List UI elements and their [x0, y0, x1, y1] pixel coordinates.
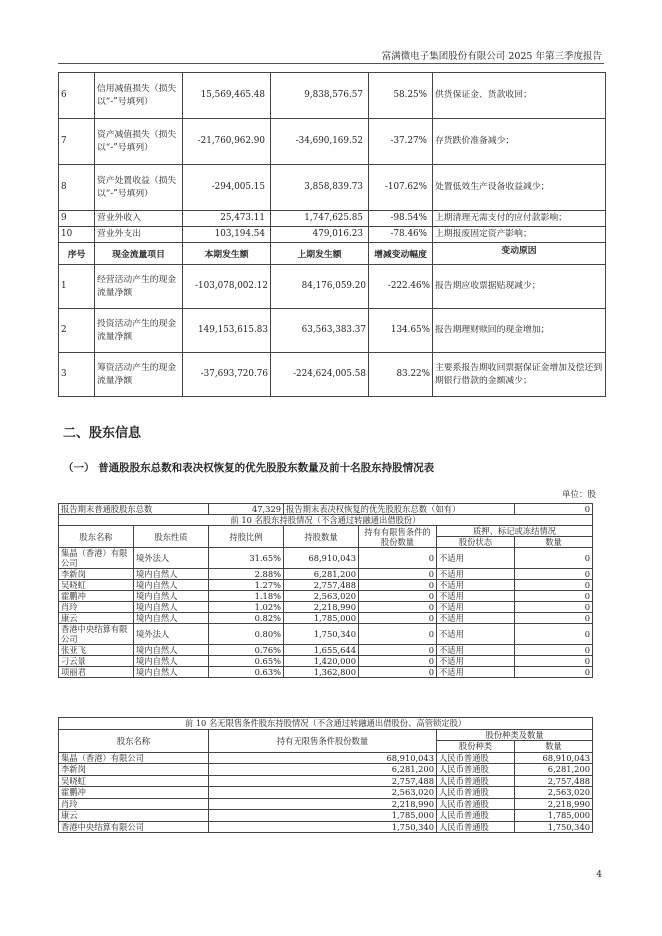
shareholder-restricted: 0: [359, 656, 437, 667]
row-current: 149,153,615.83: [183, 309, 271, 353]
shareholder-count: 0: [515, 656, 593, 667]
top10-caption-row: [59, 515, 593, 526]
row-current: 103,194.54: [183, 227, 271, 243]
unrestricted-row: [59, 798, 593, 810]
income-row: [59, 211, 606, 227]
shareholder-row: [59, 624, 593, 645]
shareholder-ratio: 0.76%: [209, 645, 284, 656]
shareholder-name: 吴晓虹: [59, 580, 134, 591]
header-restricted: 持有有限售条件的股份数量: [359, 526, 437, 548]
cashflow-row: [59, 265, 606, 309]
header-rule: [58, 63, 604, 64]
shareholder-ratio: 31.65%: [209, 548, 284, 569]
row-current: 15,569,465.48: [183, 73, 271, 119]
header-kind-group: 股份种类及数量: [437, 729, 593, 741]
header-prior: 上期发生额: [271, 243, 369, 265]
shareholder-restricted: 0: [359, 548, 437, 569]
header-unrestricted-qty: 持有无限售条件股份数量: [209, 729, 437, 752]
unrestricted-kind: 人民币普通股: [437, 775, 515, 787]
shareholder-status: 不适用: [437, 645, 515, 656]
preferred-shareholders-value: 0: [515, 504, 593, 515]
unrestricted-qty: 2,563,020: [209, 787, 437, 799]
unrestricted-row: [59, 787, 593, 799]
shareholder-restricted: 0: [359, 602, 437, 613]
shareholder-ratio: 0.82%: [209, 613, 284, 624]
header-current: 本期发生额: [183, 243, 271, 265]
shareholder-name: 集晶（香港）有限公司: [59, 548, 134, 569]
shareholder-row: [59, 548, 593, 569]
shareholder-name: 李新岗: [59, 569, 134, 580]
shareholder-row: [59, 667, 593, 678]
changes-table: [58, 72, 606, 397]
row-item: 经营活动产生的现金流量净额: [95, 265, 183, 309]
unrestricted-count: 2,757,488: [515, 775, 593, 787]
header-reason: 变动原因: [433, 243, 606, 265]
summary-row: [59, 504, 593, 515]
row-change: 58.25%: [369, 73, 433, 119]
row-reason: 上期清理无需支付的应付款影响；: [433, 211, 606, 227]
shareholder-ratio: 0.80%: [209, 624, 284, 645]
row-reason: 存货跌价准备减少；: [433, 119, 606, 165]
row-item: 筹资活动产生的现金流量净额: [95, 353, 183, 397]
preferred-shareholders-label: 报告期末表决权恢复的优先股股东总数（如有）: [284, 504, 515, 515]
shareholder-restricted: 0: [359, 624, 437, 645]
row-change: 83.22%: [369, 353, 433, 397]
row-no: 8: [59, 165, 95, 211]
top10-rows: [59, 548, 593, 678]
row-prior: -224,624,005.58: [271, 353, 369, 397]
row-prior: 84,176,059.20: [271, 265, 369, 309]
unrestricted-name: 吴晓虹: [59, 775, 209, 787]
row-no: 7: [59, 119, 95, 165]
unrestricted-kind: 人民币普通股: [437, 821, 515, 833]
shareholder-restricted: 0: [359, 645, 437, 656]
shareholder-count: 0: [515, 548, 593, 569]
row-prior: 3,858,839.73: [271, 165, 369, 211]
header-count: 数量: [515, 537, 593, 548]
shareholder-row: [59, 602, 593, 613]
top10-header-row: [59, 526, 593, 537]
unrestricted-count: 1,750,340: [515, 821, 593, 833]
row-item: 资产处置收益（损失以“-”号填列）: [95, 165, 183, 211]
row-current: 25,473.11: [183, 211, 271, 227]
header-item: 现金流量项目: [95, 243, 183, 265]
unrestricted-count: 6,281,200: [515, 764, 593, 776]
header-pledge: 质押、标记或冻结情况: [437, 526, 593, 537]
row-current: -294,005.15: [183, 165, 271, 211]
row-change: -98.54%: [369, 211, 433, 227]
row-prior: -34,690,169.52: [271, 119, 369, 165]
shareholder-name: 霍鹏冲: [59, 591, 134, 602]
row-current: -21,760,962.90: [183, 119, 271, 165]
row-no: 2: [59, 309, 95, 353]
row-item: 营业外收入: [95, 211, 183, 227]
shareholder-row: [59, 569, 593, 580]
shareholder-name: 刁云景: [59, 656, 134, 667]
document-header: 富满微电子集团股份有限公司 2025 年第三季度报告: [381, 51, 602, 62]
shareholder-qty: 1,785,000: [284, 613, 359, 624]
unrestricted-kind: 人民币普通股: [437, 787, 515, 799]
unit-label: 单位：股: [561, 490, 596, 500]
row-current: -37,693,720.76: [183, 353, 271, 397]
header-nature: 股东性质: [134, 526, 209, 548]
shareholder-qty: 2,218,990: [284, 602, 359, 613]
shareholder-count: 0: [515, 645, 593, 656]
shareholder-count: 0: [515, 591, 593, 602]
shareholder-restricted: 0: [359, 580, 437, 591]
shareholder-count: 0: [515, 667, 593, 678]
income-rows: [59, 73, 606, 243]
shareholder-status: 不适用: [437, 667, 515, 678]
shareholder-qty: 1,362,800: [284, 667, 359, 678]
shareholder-row: [59, 613, 593, 624]
unrestricted-name: 香港中央结算有限公司: [59, 821, 209, 833]
unrestricted-qty: 68,910,043: [209, 752, 437, 764]
shareholder-name: 张亚飞: [59, 645, 134, 656]
income-row: [59, 119, 606, 165]
shareholder-qty: 1,420,000: [284, 656, 359, 667]
unrestricted-name: 康云: [59, 810, 209, 822]
shareholder-qty: 1,655,644: [284, 645, 359, 656]
cashflow-row: [59, 309, 606, 353]
row-no: 9: [59, 211, 95, 227]
header-name: 股东名称: [59, 729, 209, 752]
header-count: 数量: [515, 741, 593, 753]
shareholder-nature: 境内自然人: [134, 613, 209, 624]
shareholder-ratio: 1.18%: [209, 591, 284, 602]
shareholder-restricted: 0: [359, 591, 437, 602]
row-change: -78.46%: [369, 227, 433, 243]
shareholder-qty: 6,281,200: [284, 569, 359, 580]
shareholder-ratio: 0.65%: [209, 656, 284, 667]
unrestricted-row: [59, 764, 593, 776]
header-ratio: 持股比例: [209, 526, 284, 548]
income-row: [59, 73, 606, 119]
cashflow-header-row: [59, 243, 606, 265]
header-kind: 股份种类: [437, 741, 515, 753]
shareholder-ratio: 0.63%: [209, 667, 284, 678]
row-reason: 报告期理财赎回的现金增加；: [433, 309, 606, 353]
unrestricted-qty: 1,785,000: [209, 810, 437, 822]
shareholder-status: 不适用: [437, 591, 515, 602]
shareholder-nature: 境外法人: [134, 624, 209, 645]
shareholder-name: 康云: [59, 613, 134, 624]
top10-caption: 前 10 名股东持股情况（不含通过转融通出借股份）: [59, 515, 593, 526]
unrestricted-kind: 人民币普通股: [437, 798, 515, 810]
row-change: 134.65%: [369, 309, 433, 353]
shareholder-nature: 境内自然人: [134, 645, 209, 656]
unrestricted-caption-row: [59, 718, 593, 730]
row-prior: 479,016.23: [271, 227, 369, 243]
row-reason: 处置低效生产设备收益减少；: [433, 165, 606, 211]
shareholder-status: 不适用: [437, 569, 515, 580]
total-shareholders-label: 报告期末普通股股东总数: [59, 504, 209, 515]
income-row: [59, 227, 606, 243]
shareholder-status: 不适用: [437, 548, 515, 569]
row-prior: 1,747,625.85: [271, 211, 369, 227]
shareholder-nature: 境内自然人: [134, 602, 209, 613]
section-title: 二、股东信息: [63, 426, 142, 441]
shareholder-qty: 2,563,020: [284, 591, 359, 602]
shareholder-nature: 境内自然人: [134, 591, 209, 602]
row-reason: 报告期应收票据贴现减少；: [433, 265, 606, 309]
shareholder-restricted: 0: [359, 667, 437, 678]
shareholder-name: 肖玲: [59, 602, 134, 613]
unrestricted-count: 1,785,000: [515, 810, 593, 822]
header-status: 股份状态: [437, 537, 515, 548]
shareholder-row: [59, 656, 593, 667]
cashflow-row: [59, 353, 606, 397]
row-reason: 上期报废固定资产影响；: [433, 227, 606, 243]
unrestricted-name: 霍鹏冲: [59, 787, 209, 799]
unrestricted-qty: 2,757,488: [209, 775, 437, 787]
shareholder-ratio: 2.88%: [209, 569, 284, 580]
unrestricted-header-row: [59, 729, 593, 741]
shareholder-nature: 境外法人: [134, 548, 209, 569]
unrestricted-qty: 1,750,340: [209, 821, 437, 833]
shareholder-count: 0: [515, 569, 593, 580]
unrestricted-row: [59, 752, 593, 764]
row-current: -103,078,002.12: [183, 265, 271, 309]
row-prior: 63,563,383.37: [271, 309, 369, 353]
shareholder-qty: 68,910,043: [284, 548, 359, 569]
row-reason: 供货保证金、货款收回；: [433, 73, 606, 119]
unrestricted-kind: 人民币普通股: [437, 752, 515, 764]
shareholder-restricted: 0: [359, 569, 437, 580]
shareholder-count: 0: [515, 580, 593, 591]
shareholder-count: 0: [515, 602, 593, 613]
shareholder-ratio: 1.02%: [209, 602, 284, 613]
header-name: 股东名称: [59, 526, 134, 548]
unrestricted-name: 集晶（香港）有限公司: [59, 752, 209, 764]
total-shareholders-value: 47,329: [209, 504, 284, 515]
income-row: [59, 165, 606, 211]
shareholder-row: [59, 591, 593, 602]
row-item: 资产减值损失（损失以“-”号填列）: [95, 119, 183, 165]
unrestricted-kind: 人民币普通股: [437, 810, 515, 822]
unrestricted-name: 李新岗: [59, 764, 209, 776]
shareholder-name: 项丽君: [59, 667, 134, 678]
shareholder-name: 香港中央结算有限公司: [59, 624, 134, 645]
shareholder-status: 不适用: [437, 580, 515, 591]
unrestricted-row: [59, 810, 593, 822]
shareholder-status: 不适用: [437, 602, 515, 613]
row-prior: 9,838,576.57: [271, 73, 369, 119]
unrestricted-shareholders-table: [58, 717, 593, 833]
row-item: 投资活动产生的现金流量净额: [95, 309, 183, 353]
header-qty: 持股数量: [284, 526, 359, 548]
header-no: 序号: [59, 243, 95, 265]
row-no: 10: [59, 227, 95, 243]
shareholder-nature: 境内自然人: [134, 667, 209, 678]
unrestricted-count: 68,910,043: [515, 752, 593, 764]
page-number: 4: [596, 870, 602, 880]
shareholder-qty: 2,757,488: [284, 580, 359, 591]
shareholder-status: 不适用: [437, 624, 515, 645]
unrestricted-rows: [59, 752, 593, 833]
unrestricted-count: 2,218,990: [515, 798, 593, 810]
shareholder-count: 0: [515, 613, 593, 624]
top10-shareholders-table: [58, 503, 593, 678]
shareholder-restricted: 0: [359, 613, 437, 624]
unrestricted-caption: 前 10 名无限售条件股东持股情况（不含通过转融通出借股份、高管锁定股）: [59, 718, 593, 730]
unrestricted-qty: 6,281,200: [209, 764, 437, 776]
shareholder-ratio: 1.27%: [209, 580, 284, 591]
row-reason: 主要系报告期收回票据保证金增加及偿还到期银行借款的金额减少；: [433, 353, 606, 397]
unrestricted-kind: 人民币普通股: [437, 764, 515, 776]
row-change: -107.62%: [369, 165, 433, 211]
row-change: -37.27%: [369, 119, 433, 165]
shareholder-count: 0: [515, 624, 593, 645]
shareholder-nature: 境内自然人: [134, 656, 209, 667]
row-no: 6: [59, 73, 95, 119]
shareholder-nature: 境内自然人: [134, 580, 209, 591]
header-change: 增减变动幅度: [369, 243, 433, 265]
row-change: -222.46%: [369, 265, 433, 309]
shareholder-status: 不适用: [437, 613, 515, 624]
section-subtitle: （一） 普通股股东总数和表决权恢复的优先股股东数量及前十名股东持股情况表: [63, 462, 435, 474]
row-item: 信用减值损失（损失以“-”号填列）: [95, 73, 183, 119]
shareholder-row: [59, 645, 593, 656]
row-no: 1: [59, 265, 95, 309]
row-no: 3: [59, 353, 95, 397]
unrestricted-qty: 2,218,990: [209, 798, 437, 810]
shareholder-nature: 境内自然人: [134, 569, 209, 580]
shareholder-qty: 1,750,340: [284, 624, 359, 645]
unrestricted-count: 2,563,020: [515, 787, 593, 799]
unrestricted-row: [59, 821, 593, 833]
row-item: 营业外支出: [95, 227, 183, 243]
shareholder-row: [59, 580, 593, 591]
cashflow-rows: [59, 265, 606, 397]
unrestricted-row: [59, 775, 593, 787]
unrestricted-name: 肖玲: [59, 798, 209, 810]
shareholder-status: 不适用: [437, 656, 515, 667]
